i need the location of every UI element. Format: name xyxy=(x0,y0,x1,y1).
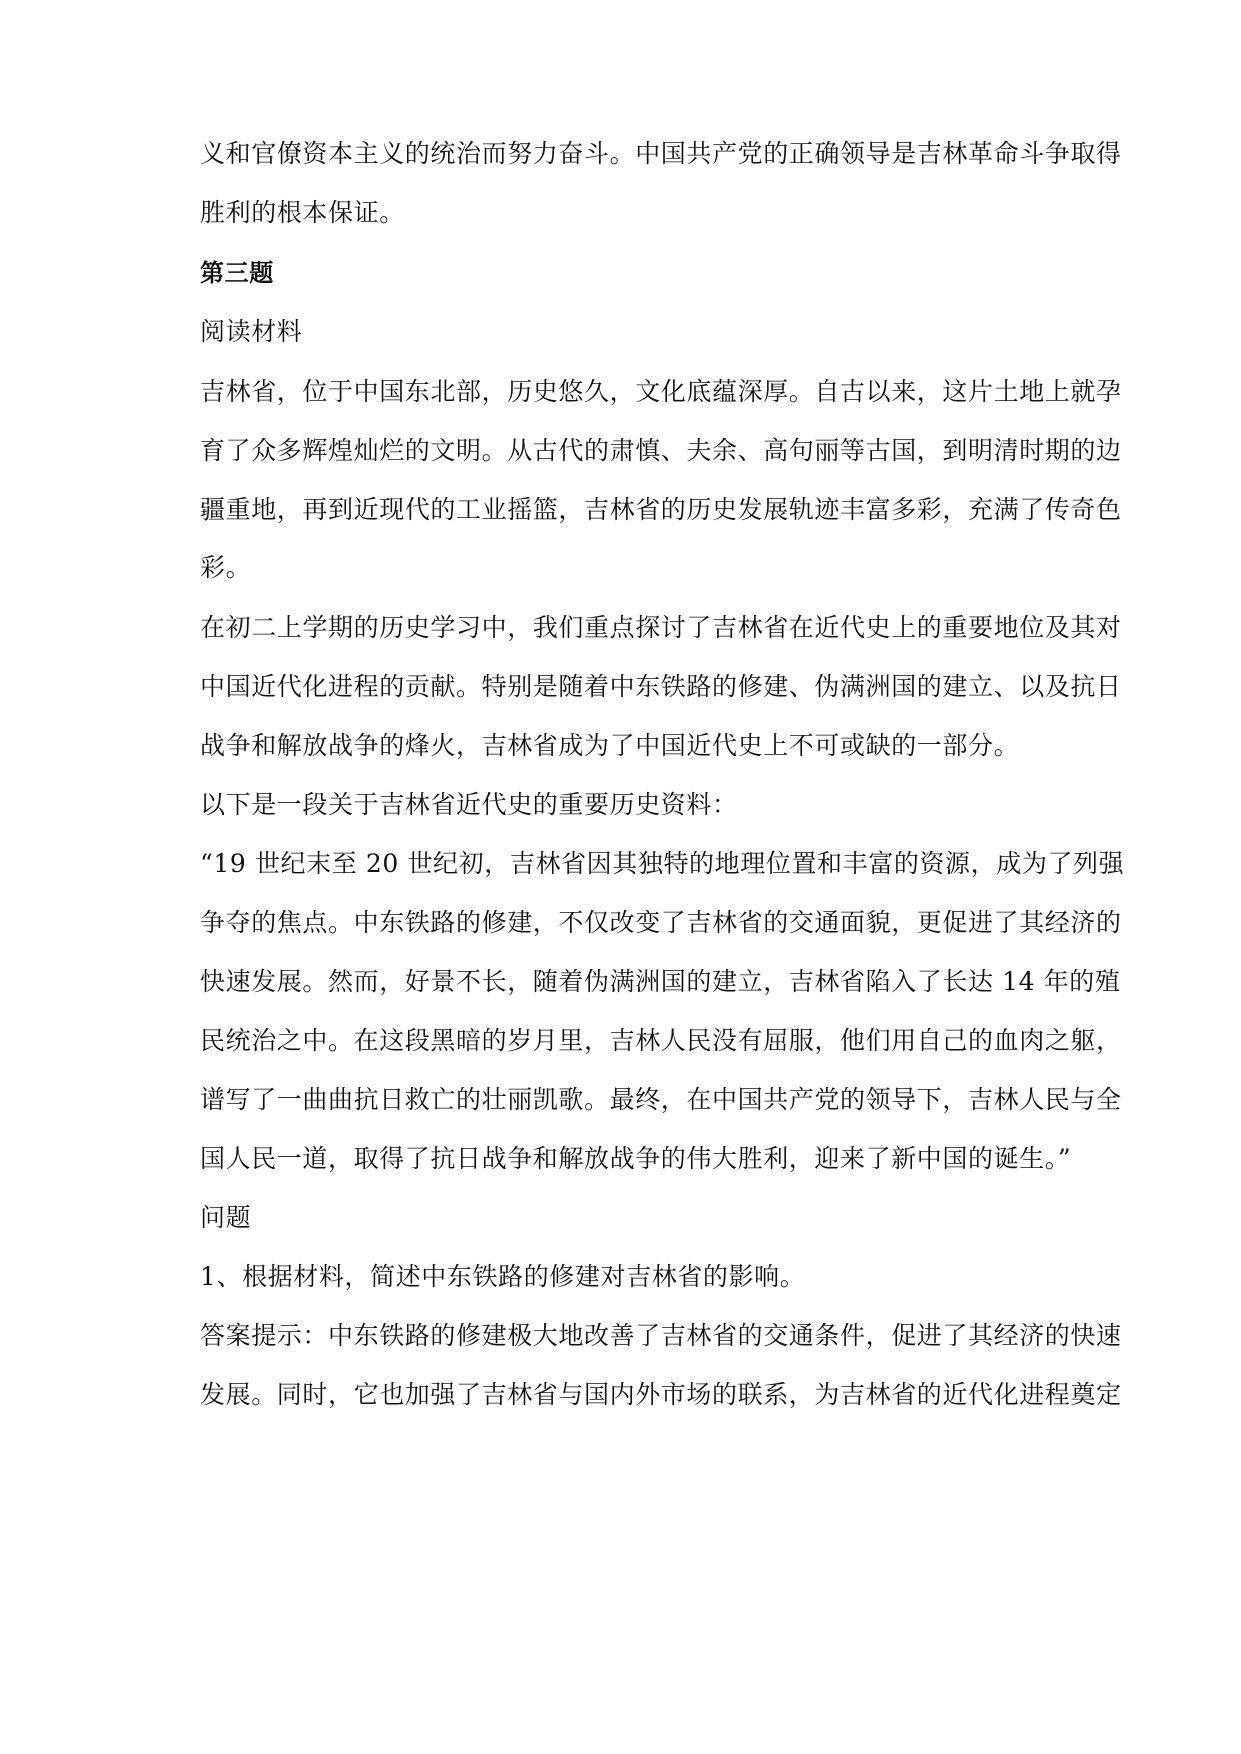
text-line: 阅读材料 xyxy=(200,317,303,346)
text-line: 发展。同时，它也加强了吉林省与国内外市场的联系，为吉林省的近代化进程奠定 xyxy=(200,1380,1122,1409)
text-line: 胜利的根本保证。 xyxy=(200,198,405,227)
text-line: 中国近代化进程的贡献。特别是随着中东铁路的修建、伪满洲国的建立、以及抗日 xyxy=(200,672,1122,701)
text-line: 1、根据材料，简述中东铁路的修建对吉林省的影响。 xyxy=(200,1262,806,1291)
text-line: 民统治之中。在这段黑暗的岁月里，吉林人民没有屈服，他们用自己的血肉之躯， xyxy=(200,1026,1122,1055)
text-line: 以下是一段关于吉林省近代史的重要历史资料： xyxy=(200,790,738,819)
text-line: “19 世纪末至 20 世纪初，吉林省因其独特的地理位置和丰富的资源，成为了列强 xyxy=(200,849,1125,878)
text-line: 义和官僚资本主义的统治而努力奋斗。中国共产党的正确领导是吉林革命斗争取得 xyxy=(200,139,1122,168)
text-line: 育了众多辉煌灿烂的文明。从古代的肃慎、夫余、高句丽等古国，到明清时期的边 xyxy=(200,436,1122,465)
text-line: 谱写了一曲曲抗日救亡的壮丽凯歌。最终，在中国共产党的领导下，吉林人民与全 xyxy=(200,1085,1122,1114)
text-line: 吉林省，位于中国东北部，历史悠久，文化底蕴深厚。自古以来，这片土地上就孕 xyxy=(200,377,1122,406)
text-line: 问题 xyxy=(200,1203,252,1232)
text-line: 国人民一道，取得了抗日战争和解放战争的伟大胜利，迎来了新中国的诞生。” xyxy=(200,1144,1072,1173)
text-line: 答案提示：中东铁路的修建极大地改善了吉林省的交通条件，促进了其经济的快速 xyxy=(200,1321,1122,1350)
text-line: 疆重地，再到近现代的工业摇篮，吉林省的历史发展轨迹丰富多彩，充满了传奇色 xyxy=(200,495,1122,524)
text-line: 战争和解放战争的烽火，吉林省成为了中国近代史上不可或缺的一部分。 xyxy=(200,731,1020,760)
text-line: 彩。 xyxy=(200,553,252,582)
text-line: 在初二上学期的历史学习中，我们重点探讨了吉林省在近代史上的重要地位及其对 xyxy=(200,613,1122,642)
text-line: 争夺的焦点。中东铁路的修建，不仅改变了吉林省的交通面貌，更促进了其经济的 xyxy=(200,908,1122,937)
text-line: 快速发展。然而，好景不长，随着伪满洲国的建立，吉林省陷入了长达 14 年的殖 xyxy=(200,967,1121,996)
section-heading: 第三题 xyxy=(200,259,274,287)
